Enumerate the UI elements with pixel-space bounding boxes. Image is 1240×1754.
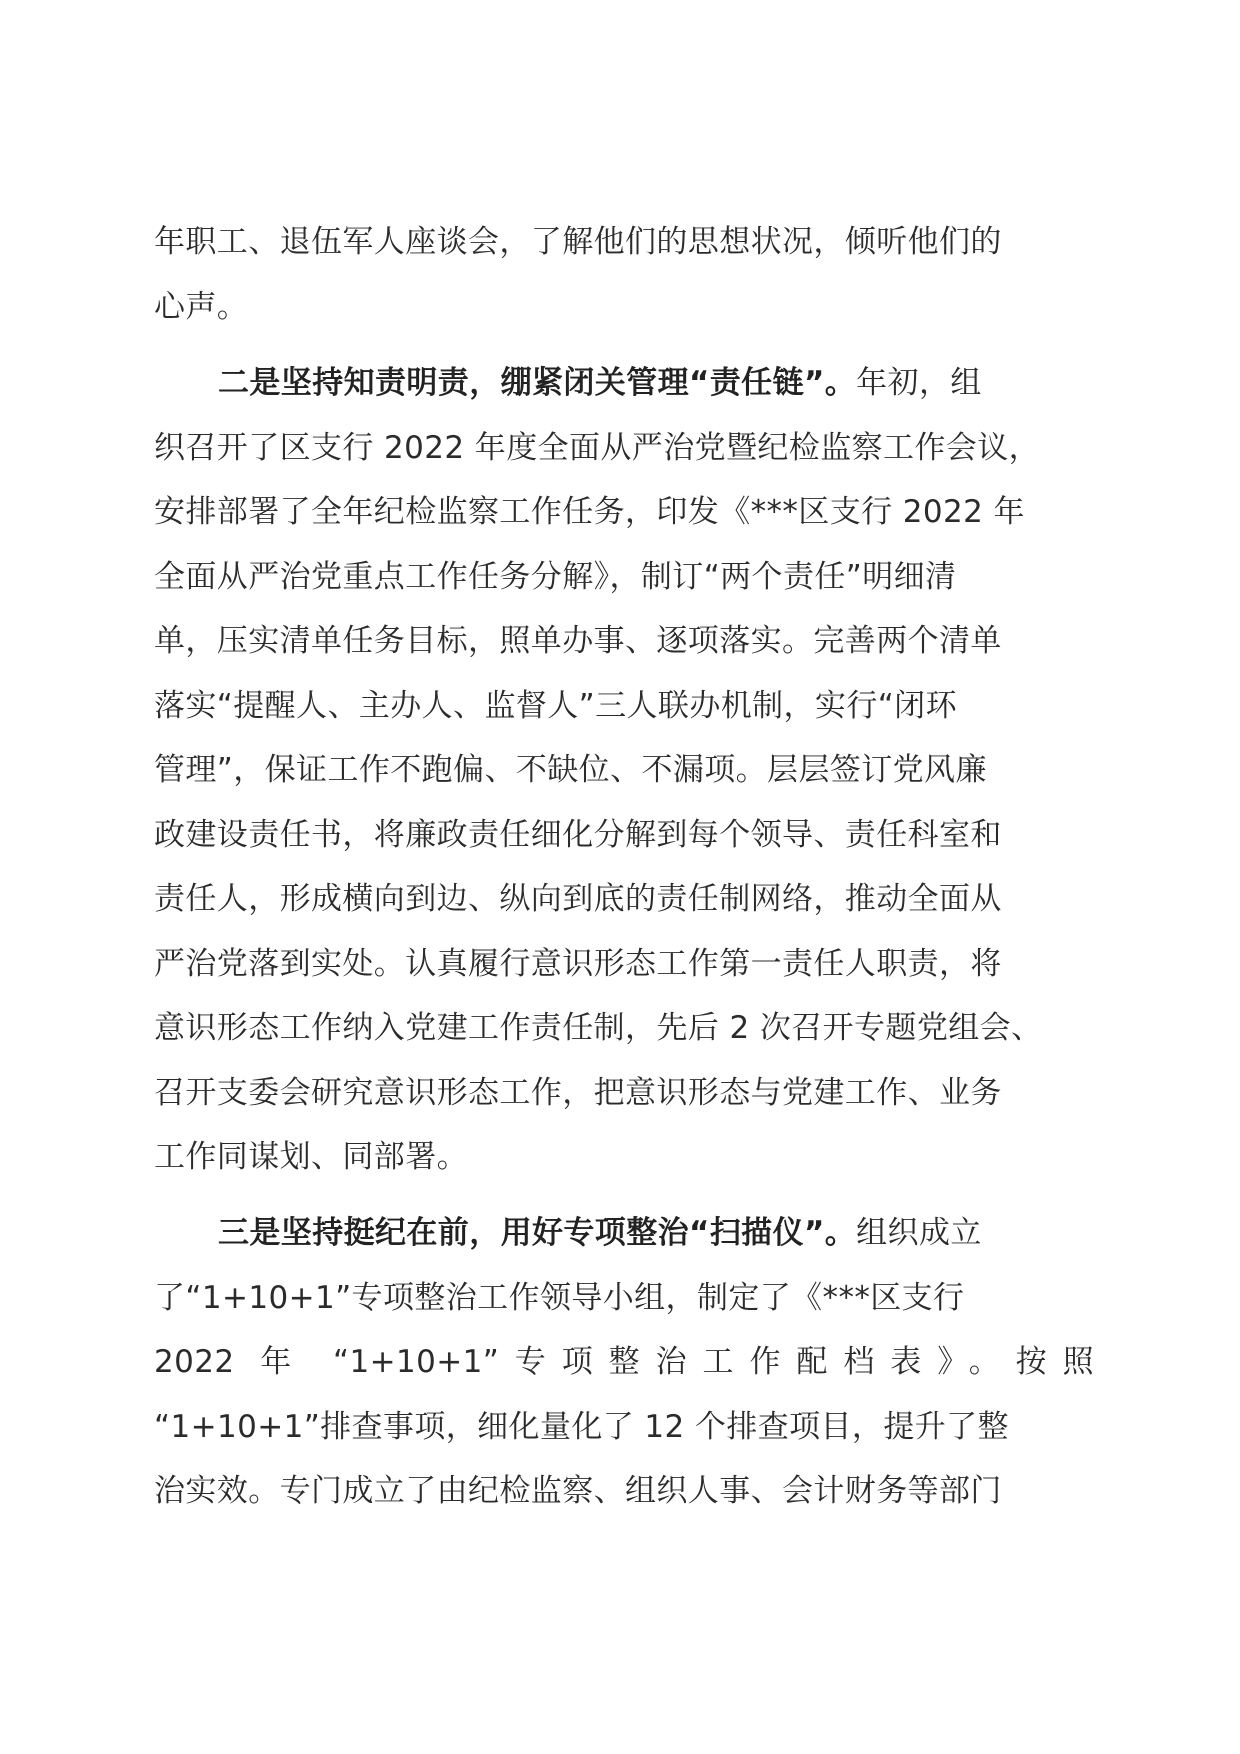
paragraph-line: 落实“提醒人、主办人、监督人”三人联办机制，实行“闭环 bbox=[154, 688, 957, 724]
paragraph-line: “1+10+1”排查事项，细化量化了 12 个排查项目，提升了整 bbox=[154, 1409, 1009, 1445]
paragraph-line: 安排部署了全年纪检监察工作任务，印发《***区支行 2022 年 bbox=[154, 494, 1025, 530]
heading-3-tail-text: 组织成立 bbox=[856, 1215, 982, 1251]
section-heading-2 bbox=[218, 359, 982, 407]
section-heading-3 bbox=[218, 1209, 982, 1257]
heading-3-bold-text: 三是坚持挺纪在前，用好专项整治“扫描仪”。 bbox=[218, 1215, 857, 1251]
paragraph-line: 单，压实清单任务目标，照单办事、逐项落实。完善两个清单 bbox=[154, 623, 1002, 659]
paragraph-line: 2022 年 “1+10+1”专项整治工作配档表》。按照 bbox=[154, 1344, 1094, 1380]
paragraph-line: 年职工、退伍军人座谈会，了解他们的思想状况，倾听他们的 bbox=[154, 224, 1002, 260]
paragraph-line: 工作同谋划、同部署。 bbox=[154, 1139, 468, 1175]
paragraph-line: 织召开了区支行 2022 年度全面从严治党暨纪检监察工作会议， bbox=[154, 430, 1040, 466]
paragraph-line: 召开支委会研究意识形态工作，把意识形态与党建工作、业务 bbox=[154, 1075, 1002, 1111]
paragraph-line: 意识形态工作纳入党建工作责任制，先后 2 次召开专题党组会、 bbox=[154, 1010, 1043, 1046]
paragraph-line: 治实效。专门成立了由纪检监察、组织人事、会计财务等部门 bbox=[154, 1473, 1002, 1509]
heading-2-tail-text-2: 组 bbox=[950, 365, 982, 401]
heading-2-bold-text: 二是坚持知责明责，绷紧闭关管理“责任链”。 bbox=[218, 365, 857, 401]
paragraph-line: 责任人，形成横向到边、纵向到底的责任制网络，推动全面从 bbox=[154, 881, 1002, 917]
paragraph-line: 管理”，保证工作不跑偏、不缺位、不漏项。层层签订党风廉 bbox=[154, 752, 987, 788]
paragraph-line: 政建设责任书，将廉政责任细化分解到每个领导、责任科室和 bbox=[154, 817, 1002, 853]
heading-2-tail-text: 年初， bbox=[856, 365, 951, 401]
paragraph-line: 全面从严治党重点工作任务分解》，制订“两个责任”明细清 bbox=[154, 559, 957, 595]
paragraph-line: 心声。 bbox=[154, 289, 249, 325]
paragraph-line: 了“1+10+1”专项整治工作领导小组，制定了《***区支行 bbox=[154, 1280, 965, 1316]
paragraph-line: 严治党落到实处。认真履行意识形态工作第一责任人职责，将 bbox=[154, 946, 1002, 982]
